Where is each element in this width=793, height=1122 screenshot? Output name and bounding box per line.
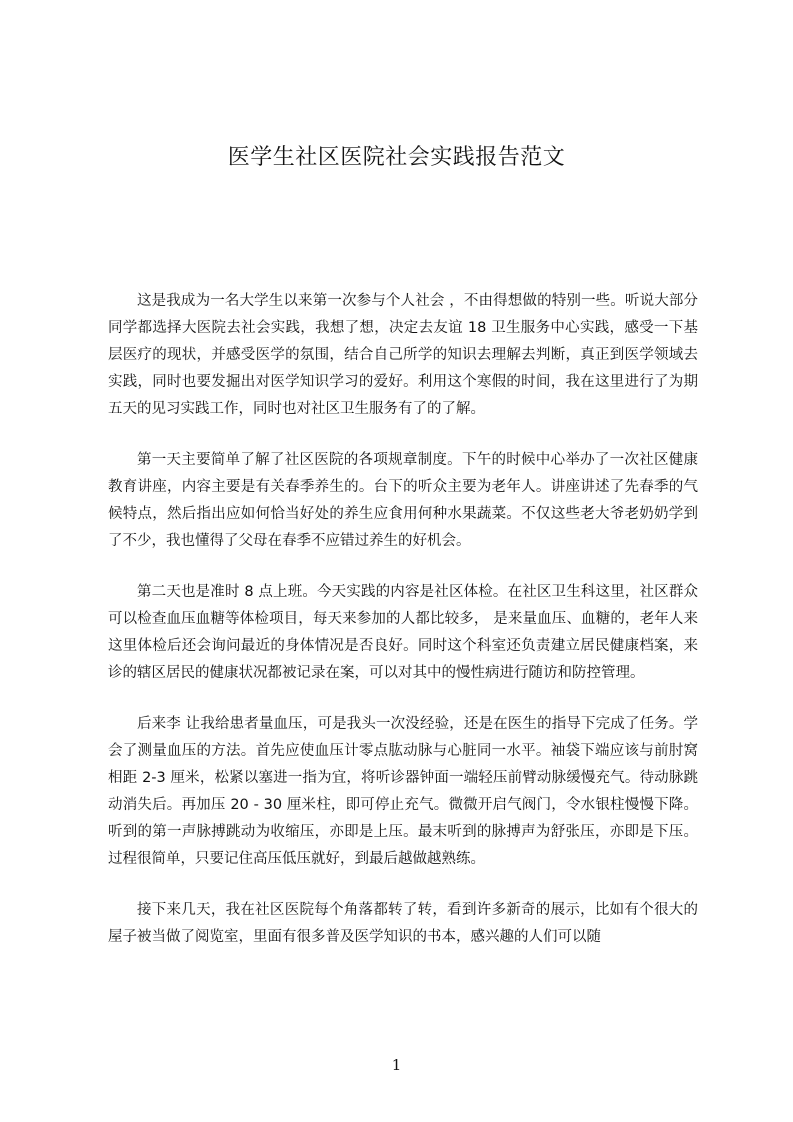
paragraph-5: 接下来几天，我在社区医院每个角落都转了转，看到许多新奇的展示，比如有个很大的屋子被当做了阅览室，里面有很多普及医学知识的书本，感兴趣的人们可以随 bbox=[108, 902, 698, 945]
paragraph-4: 后来李 让我给患者量血压，可是我头一次没经验，还是在医生的指导下完成了任务。学会了测量血压的方法。首先应使血压计零点肱动脉与心脏同一水平。袖袋下端应该与前肘窝相距 2-3 厘米，松紧以塞进一指为宜，将听诊器钟面一端轻压前臂动脉缓慢充气。待动脉跳动消失后。再加压 20 - 30 厘米柱，即可停止充气。微微开启气阀门，令水银柱慢慢下降。听到的第一声脉搏跳动为收缩压，亦即是上压。最末听到的脉搏声为舒张压，亦即是下压。过程很简单，只要记住高压低压就好，到最后越做越熟练。 bbox=[108, 716, 698, 867]
document-title: 医学生社区医院社会实践报告范文 bbox=[227, 145, 566, 170]
page-number: 1 bbox=[391, 1056, 402, 1074]
paragraph-2: 第一天主要简单了解了社区医院的各项规章制度。下午的时候中心举办了一次社区健康教育讲座，内容主要是有关春季养生的。台下的听众主要为老年人。讲座讲述了先春季的气候特点，然后指出应如何恰当好处的养生应食用何种水果蔬菜。不仅这些老大爷老奶奶学到了不少，我也懂得了父母在春季不应错过养生的好机会。 bbox=[108, 452, 698, 549]
paragraph-1: 这是我成为一名大学生以来第一次参与个人社会 ，不由得想做的特别一些。听说大部分同学都选择大医院去社会实践，我想了想，决定去友谊 18 卫生服务中心实践，感受一下基层医疗的现状，并感受医学的氛围，结合自己所学的知识去理解去判断，真正到医学领域去实践，同时也要发掘出对医学知识学习的爱好。利用这个寒假的时间，我在这里进行了为期五天的见习实践工作，同时也对社区卫生服务有了的了解。 bbox=[108, 293, 698, 417]
document-body bbox=[108, 288, 698, 975]
paragraph-3: 第二天也是准时 8 点上班。今天实践的内容是社区体检。在社区卫生科这里，社区群众可以检查血压血糖等体检项目，每天来参加的人都比较多， 是来量血压、血糖的，老年人来这里体检后还会询问最近的身体情况是否良好。同时这个科室还负责建立居民健康档案，来诊的辖区居民的健康状况都被记录在案，可以对其中的慢性病进行随访和防控管理。 bbox=[108, 584, 698, 681]
